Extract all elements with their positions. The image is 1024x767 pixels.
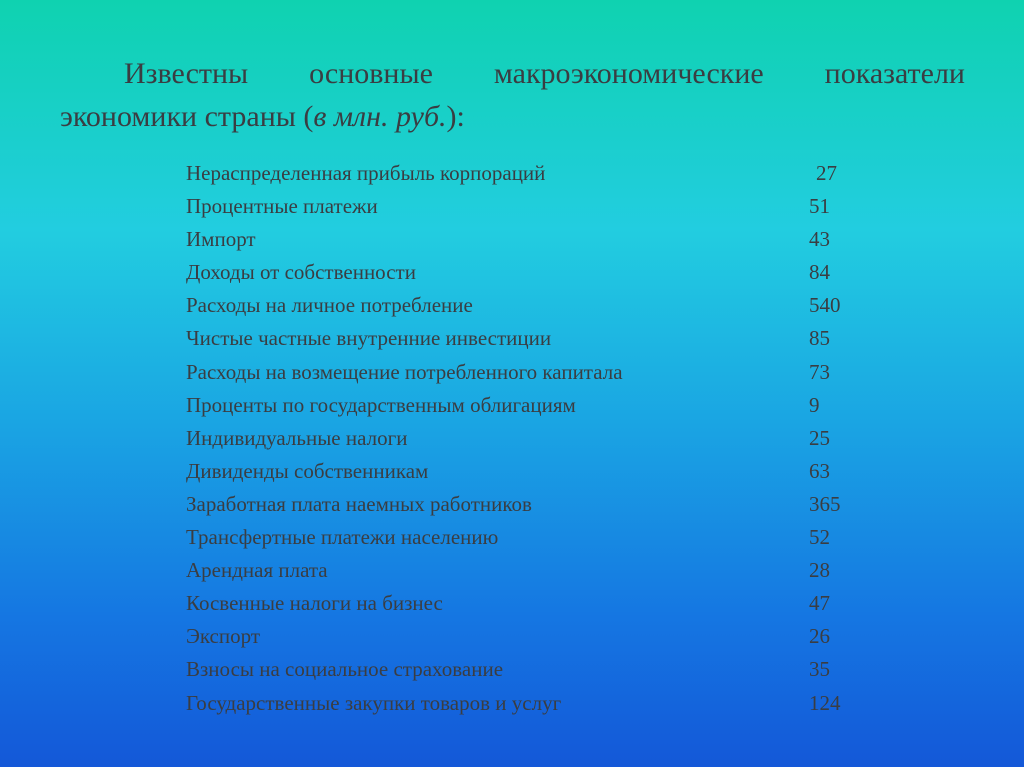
indicator-row xyxy=(186,356,886,389)
indicator-value: 27 xyxy=(816,161,837,185)
title-word: показатели xyxy=(824,57,965,90)
indicator-value: 52 xyxy=(809,525,830,550)
indicator-label: Нераспределенная прибыль корпораций xyxy=(186,161,546,185)
indicator-row xyxy=(186,157,886,190)
indicator-label: Заработная плата наемных работников xyxy=(186,491,532,516)
indicator-label: Трансфертные платежи населению xyxy=(186,525,499,550)
indicator-label: Индивидуальные налоги xyxy=(186,425,408,450)
title-word: макроэкономические xyxy=(493,57,764,90)
indicator-value: 43 xyxy=(809,227,830,252)
indicator-row xyxy=(186,653,886,686)
indicator-value: 124 xyxy=(809,690,841,715)
indicator-label: Экспорт xyxy=(186,624,261,649)
indicator-row xyxy=(186,422,886,455)
indicator-row xyxy=(186,256,886,289)
indicator-row xyxy=(186,223,886,256)
indicator-row xyxy=(186,455,886,488)
indicator-value: 540 xyxy=(809,293,841,318)
indicator-label: Импорт xyxy=(186,227,256,252)
indicator-row xyxy=(186,488,886,521)
indicator-row xyxy=(186,587,886,620)
indicator-row xyxy=(186,289,886,322)
indicator-label: Расходы на личное потребление xyxy=(186,293,473,318)
indicator-value: 35 xyxy=(809,657,830,682)
indicator-value: 47 xyxy=(809,591,830,616)
indicator-label: Взносы на социальное страхование xyxy=(186,657,504,682)
title-units: в млн. руб. xyxy=(313,100,447,133)
indicator-value: 9 xyxy=(809,392,820,417)
indicator-list xyxy=(186,157,886,720)
indicator-value: 365 xyxy=(809,491,841,516)
indicator-label: Доходы от собственности xyxy=(186,260,416,285)
indicator-value: 73 xyxy=(809,359,830,384)
indicator-value: 85 xyxy=(809,326,830,351)
indicator-label: Процентные платежи xyxy=(186,194,378,219)
indicator-row xyxy=(186,322,886,355)
title-line-1 xyxy=(60,52,965,95)
indicator-value: 25 xyxy=(809,425,830,450)
indicator-value: 63 xyxy=(809,458,830,483)
title-suffix: ): xyxy=(446,100,465,133)
title-word: Известны xyxy=(124,57,249,90)
indicator-label: Чистые частные внутренние инвестиции xyxy=(186,326,552,351)
indicator-row xyxy=(186,620,886,653)
indicator-label: Косвенные налоги на бизнес xyxy=(186,591,443,616)
indicator-value: 28 xyxy=(809,558,830,583)
indicator-value: 51 xyxy=(809,194,830,219)
indicator-value: 84 xyxy=(809,260,830,285)
indicator-row xyxy=(186,389,886,422)
title-prefix: экономики страны ( xyxy=(60,100,314,133)
indicator-label: Дивиденды собственникам xyxy=(186,458,429,483)
indicator-row xyxy=(186,521,886,554)
indicator-row xyxy=(186,190,886,223)
indicator-label: Арендная плата xyxy=(186,558,328,583)
indicator-row xyxy=(186,554,886,587)
indicator-label: Расходы на возмещение потребленного капитала xyxy=(186,359,623,384)
indicator-label: Государственные закупки товаров и услуг xyxy=(186,690,562,715)
indicator-label: Проценты по государственным облигациям xyxy=(186,392,576,417)
indicator-row xyxy=(186,687,886,720)
indicator-value: 26 xyxy=(809,624,830,649)
title-word: основные xyxy=(309,57,433,90)
title-line-2 xyxy=(60,95,965,138)
slide-title xyxy=(60,52,965,138)
